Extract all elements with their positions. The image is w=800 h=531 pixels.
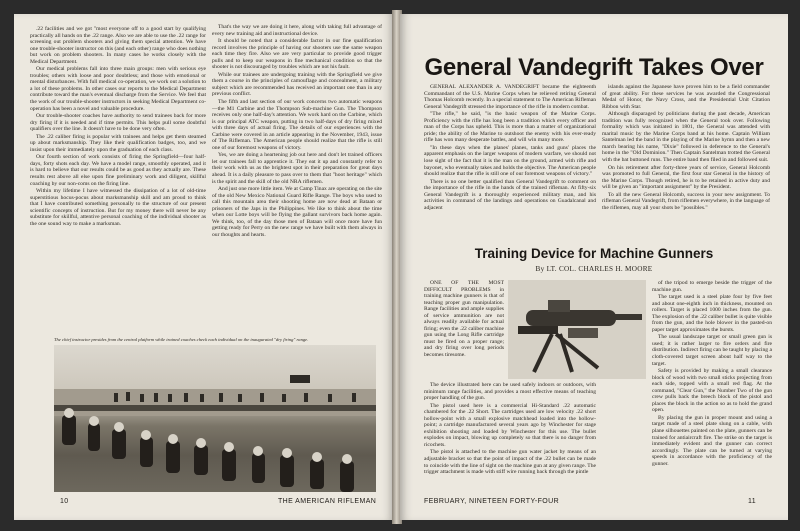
left-running-title: THE AMERICAN RIFLEMAN — [278, 498, 377, 505]
article-paragraph: GENERAL ALEXANDER A. VANDEGRIFT became the eighteenth Commandant of the U.S. Marine Corps when he relieved retiring General Thomas Holcomb recently. In a special statement to The American Rifleman General Vandegrift stressed the importance of the rifle in modern combat. — [424, 84, 596, 110]
right-running-date: FEBRUARY, NINETEEN FORTY-FOUR — [424, 498, 560, 505]
article-paragraph: That's the way we are doing it here, along with taking full advantage of every new training aid and instructional device. — [212, 24, 382, 37]
article-paragraph: Our medical problems fall into three main groups: men with serious eye troubles; others with loose and poor doubtless; and those with emotional or mental disturbances. With full medical co-operation, we work out a solution to a lot of these problems. In other cases our reports to the Medical Department contribute toward the man's eventual discharge from the Service. We feel that the work of our trouble-shooter instructors in seeking Medical Department co-operation has been a novel and valuable procedure. — [30, 66, 206, 112]
left-column-2 — [212, 24, 382, 326]
photo-caption: The chief instructor presides from the central platform while trained coaches check each individual on the inaugurated "dry firing" range. — [54, 337, 309, 342]
article-paragraph: And just one more little item. We at Camp Tinax are operating on the site of the old New Mexico National Guard Rifle Range. The boys who used to call this mountain area their shooting home are now dead at Bataan or prisoners of the Japs in the Philippines. We like to think about the time when our Lotte boys will be flying the gallant survivors back home again. We think, too, of the day those men of Bataan will once more have fun getting ready for Perry on the new range we have built with them always in our thoughts and hearts. — [212, 186, 382, 238]
article-paragraph: There is no one better qualified than General Vandegrift to comment on the importance of the rifle in the hands of the trained rifleman. At fifty-six General Vandegrift is a thoroughly experienced military man, and his activities in command of the landings and operations on Guadalcanal and adjacent — [424, 178, 596, 211]
article-paragraph: of the tripod to emerge beside the trigger of the machine gun. — [652, 280, 772, 293]
dry-firing-range-photo — [54, 345, 376, 492]
article-paragraph: Although disparaged by politicians during the past decade, American tradition was fully recognized when the General took over. Following formality which was initiated in 1801, the General was attended with marital music by the Marine Corps band at his home. Captain William Santelman led the band in the playing of the Marine hymn and then a new march bearing his name, "Dixie" followed in deference to the General's home in the "Old Dominion." Then Captain Santelman trotted the General with the bat buttoned runs. The entire band then filed in and followed suit. — [602, 111, 770, 164]
right-column-3-continued — [424, 382, 596, 494]
article-paragraph: The usual landscape target or small green gun is used; it is rather larger to fire orders and fire distribution. Indirect firing can be taught by placing a cloth-covered target screen about half way to the target. — [652, 334, 772, 367]
right-page — [400, 14, 788, 520]
article-paragraph: While our trainees are undergoing training with the Springfield we give them a course in the principles of camouflage and concealment, a military subject which are recommended has received an important one than in any previous conflict. — [212, 71, 382, 98]
article-paragraph: The target used is a steel plate four by five feet and about one-eighth inch in thickness, mounted on rollers. Target is placed 1000 inches from the gun. The explosion of the .22 caliber bullet is quite visible from the gun, and the hole blower in the pasted-on paper target approximates the bursts. — [652, 294, 772, 333]
article-byline: By LT. COL. CHARLES H. MOORE — [535, 265, 653, 273]
right-column-3 — [424, 280, 504, 380]
article-paragraph: On his retirement after forty-three years of service, General Holcomb was promoted to full General, the first four star General in the history of the Marine Corps. Though retired, he is to be retained in active duty and will be given an "important assignment" by the President. — [602, 164, 770, 191]
article-paragraph: "In these days when the planes' planes, tanks and guns' places the apparent emphasis on the larger weapons of modern warfare, we should not lose sight of the fact that it is the man on the ground, armed with rifle and bayonet, who eventually takes and holds the objective. The American people should realize that the rifle is still one of our foremost weapons of victory." — [424, 144, 596, 178]
right-column-4 — [652, 280, 772, 494]
article-paragraph: The .22 caliber firing is popular with trainees and helps get them steamed up about marksmanship. They like their qualification badges, too, and we insist upon their immediately upon the graduation of each class. — [30, 133, 206, 153]
right-column-1 — [424, 84, 596, 236]
article-paragraph: islands against the Japanese have proven him to be a field commander of great ability. For these services he was awarded the Congressional Medal of Honor, the Navy Cross, and the Presidential Unit Citation Ribbon with Star. — [602, 84, 770, 110]
article-paragraph: Within my lifetime I have witnessed the dissipation of a lot of old-time superstitious hocus-pocus about marksmanship skill and am proud to think that I have contributed something personally to the structure of our present scientific concepts of instruction. But for my money there will never be any substitute for skillful, attentive personal coaching of the individual shooter as the one sound way to make a marksman. — [30, 188, 206, 227]
article-subheadline: Training Device for Machine Gunners — [474, 246, 714, 261]
article-paragraph: By placing the gun in proper mount and using a target made of a steel plate slung on a cable, with plane silhouettes painted on the plate, gunners can be trained for antiaircraft fire. The strike on the target is immediately evident and the gunner can correct accordingly. The plate can be turned at varying speeds in accordance with the proficiency of the gunner. — [652, 414, 772, 467]
article-paragraph: ONE OF THE MOST DIFFICULT PROBLEMS in training machine gunners is that of teaching proper gun manipulation. Range facilities and ample supplies of service ammunition are not always readily available for actual firing; even the .22 caliber machine gun using the Long Rifle cartridge must be fired on a proper range; and dry firing over long periods becomes tiresome. — [424, 280, 504, 359]
article-paragraph: The pistol used here is a commercial Hi-Standard .22 automatic chambered for the .22 Short. The cartridges used are low velocity .22 short hollow-point with a small explosive matchhead loaded into the hollow-point; a cartridge manufactured several years ago by Winchester for stage exhibition shooting and loaded by Winchester for this use. The bullet explodes on impact, blowing up completely so that there is no danger from ricochets. — [424, 402, 596, 448]
article-paragraph: Our fourth section of work consists of firing the Springfield—four half-days, forty shots each day. We have a model range, smoothly operated, and it is hard to believe that our results could be as good as they actually are. These results rest above all else upon fine preliminary work and diligent, skillful coaching by our non-coms on the firing line. — [30, 154, 206, 187]
article-paragraph: It should be noted that a considerable factor in our fine qualification record involves the principle of having our shooters use the same weapon each time they fire. Also we are very particular to provide good trigger pulls and to keep our weapons in fine mechanical condition so that the shooter is not discouraged by troubles which are not his fault. — [212, 38, 382, 71]
article-paragraph: .22 facilities and we got "most everyone off to a good start by qualifying practically all hands on the .22 range. Also we are able to use the .22 range for screening out problem shooters and giving them special attention. We have one trouble-shooter instructor on this (and each other) range who does nothing but work on problem shooters. In many cases he works closely with the Medical Department. — [30, 26, 206, 65]
photo-figures — [54, 345, 376, 492]
machine-gun-illustration — [508, 280, 646, 379]
left-column-1 — [30, 26, 206, 326]
left-page — [14, 14, 394, 520]
article-paragraph: The pistol is attached to the machine gun water jacket by means of an adjustable bracket so that the point of impact of the .22 bullet can be made to coincide with the line of sight on the machine gun at any given range. The trigger attachment is made with stiff wire running back through the pintle — [424, 449, 596, 476]
right-column-2 — [602, 84, 770, 236]
left-page-number: 10 — [60, 498, 69, 505]
right-page-number: 11 — [748, 498, 757, 505]
article-paragraph: To all the new General Holcomb, success in your new assignment. To rifleman General Vandegrift, from riflemen everywhere, in the language of the riflemen, may all your shots be "possibles." — [602, 191, 770, 211]
article-headline: General Vandegrift Takes Over — [424, 54, 764, 81]
article-paragraph: "The rifle," he said, "is the basic weapon of the Marine Corps. Proficiency with the rifle has long been a tradition which every officer and man of the Corps has upheld. This is more than a matter of organizational pride; the ability of the Marine to outshoot the enemy with his ever-ready rifle has won many desperate battles, and will win many more. — [424, 111, 596, 144]
article-paragraph: Safety is provided by making a small clearance block of wood with two small sticks projecting from each side, topped with a small red flag. At the command, "Clear Gun," the Number Two of the gun crew pulls back the breech block of the pistol and places the block in the action so as to hold the grand open. — [652, 368, 772, 414]
article-paragraph: Our trouble-shooter coaches have authority to send trainees back for more dry firing if it is needed and if time permits. This helps pull some doubtful qualifiers over the line. It doesn't have to be done very often. — [30, 113, 206, 133]
machine-gun-device-photo — [508, 280, 646, 379]
article-paragraph: The device illustrated here can be used safely indoors or outdoors, with minimum range facilities, and provides a most effective means of teaching proper handling of the gun. — [424, 382, 596, 402]
article-paragraph: The fifth and last section of our work concerns two automatic weapons—the M1 Carbine and the Thompson Sub-machine Gun. The Thompson receives only one half-day's attention. We work hard on the Carbine, which is our principal ATC weapon, putting in two half-days of dry firing mixed with three days of actual firing. The details of our experiences with the Carbine were covered in an article appearing in the November, 1943, issue of The Rifleman. The American people should realize that the rifle is still one of our foremost weapons of victory. — [212, 99, 382, 151]
article-paragraph: Yes, we are doing a heartening job out here and don't let trained officers let our trainees fall to apprentice it. They eat it up and constantly refer to their work with us as the brightest spot in their preparation for great days ahead. It is a daily pleasure to pass over to them that "hoot heritage" which is the spirit and the skill of the old NRA riflemen. — [212, 152, 382, 185]
